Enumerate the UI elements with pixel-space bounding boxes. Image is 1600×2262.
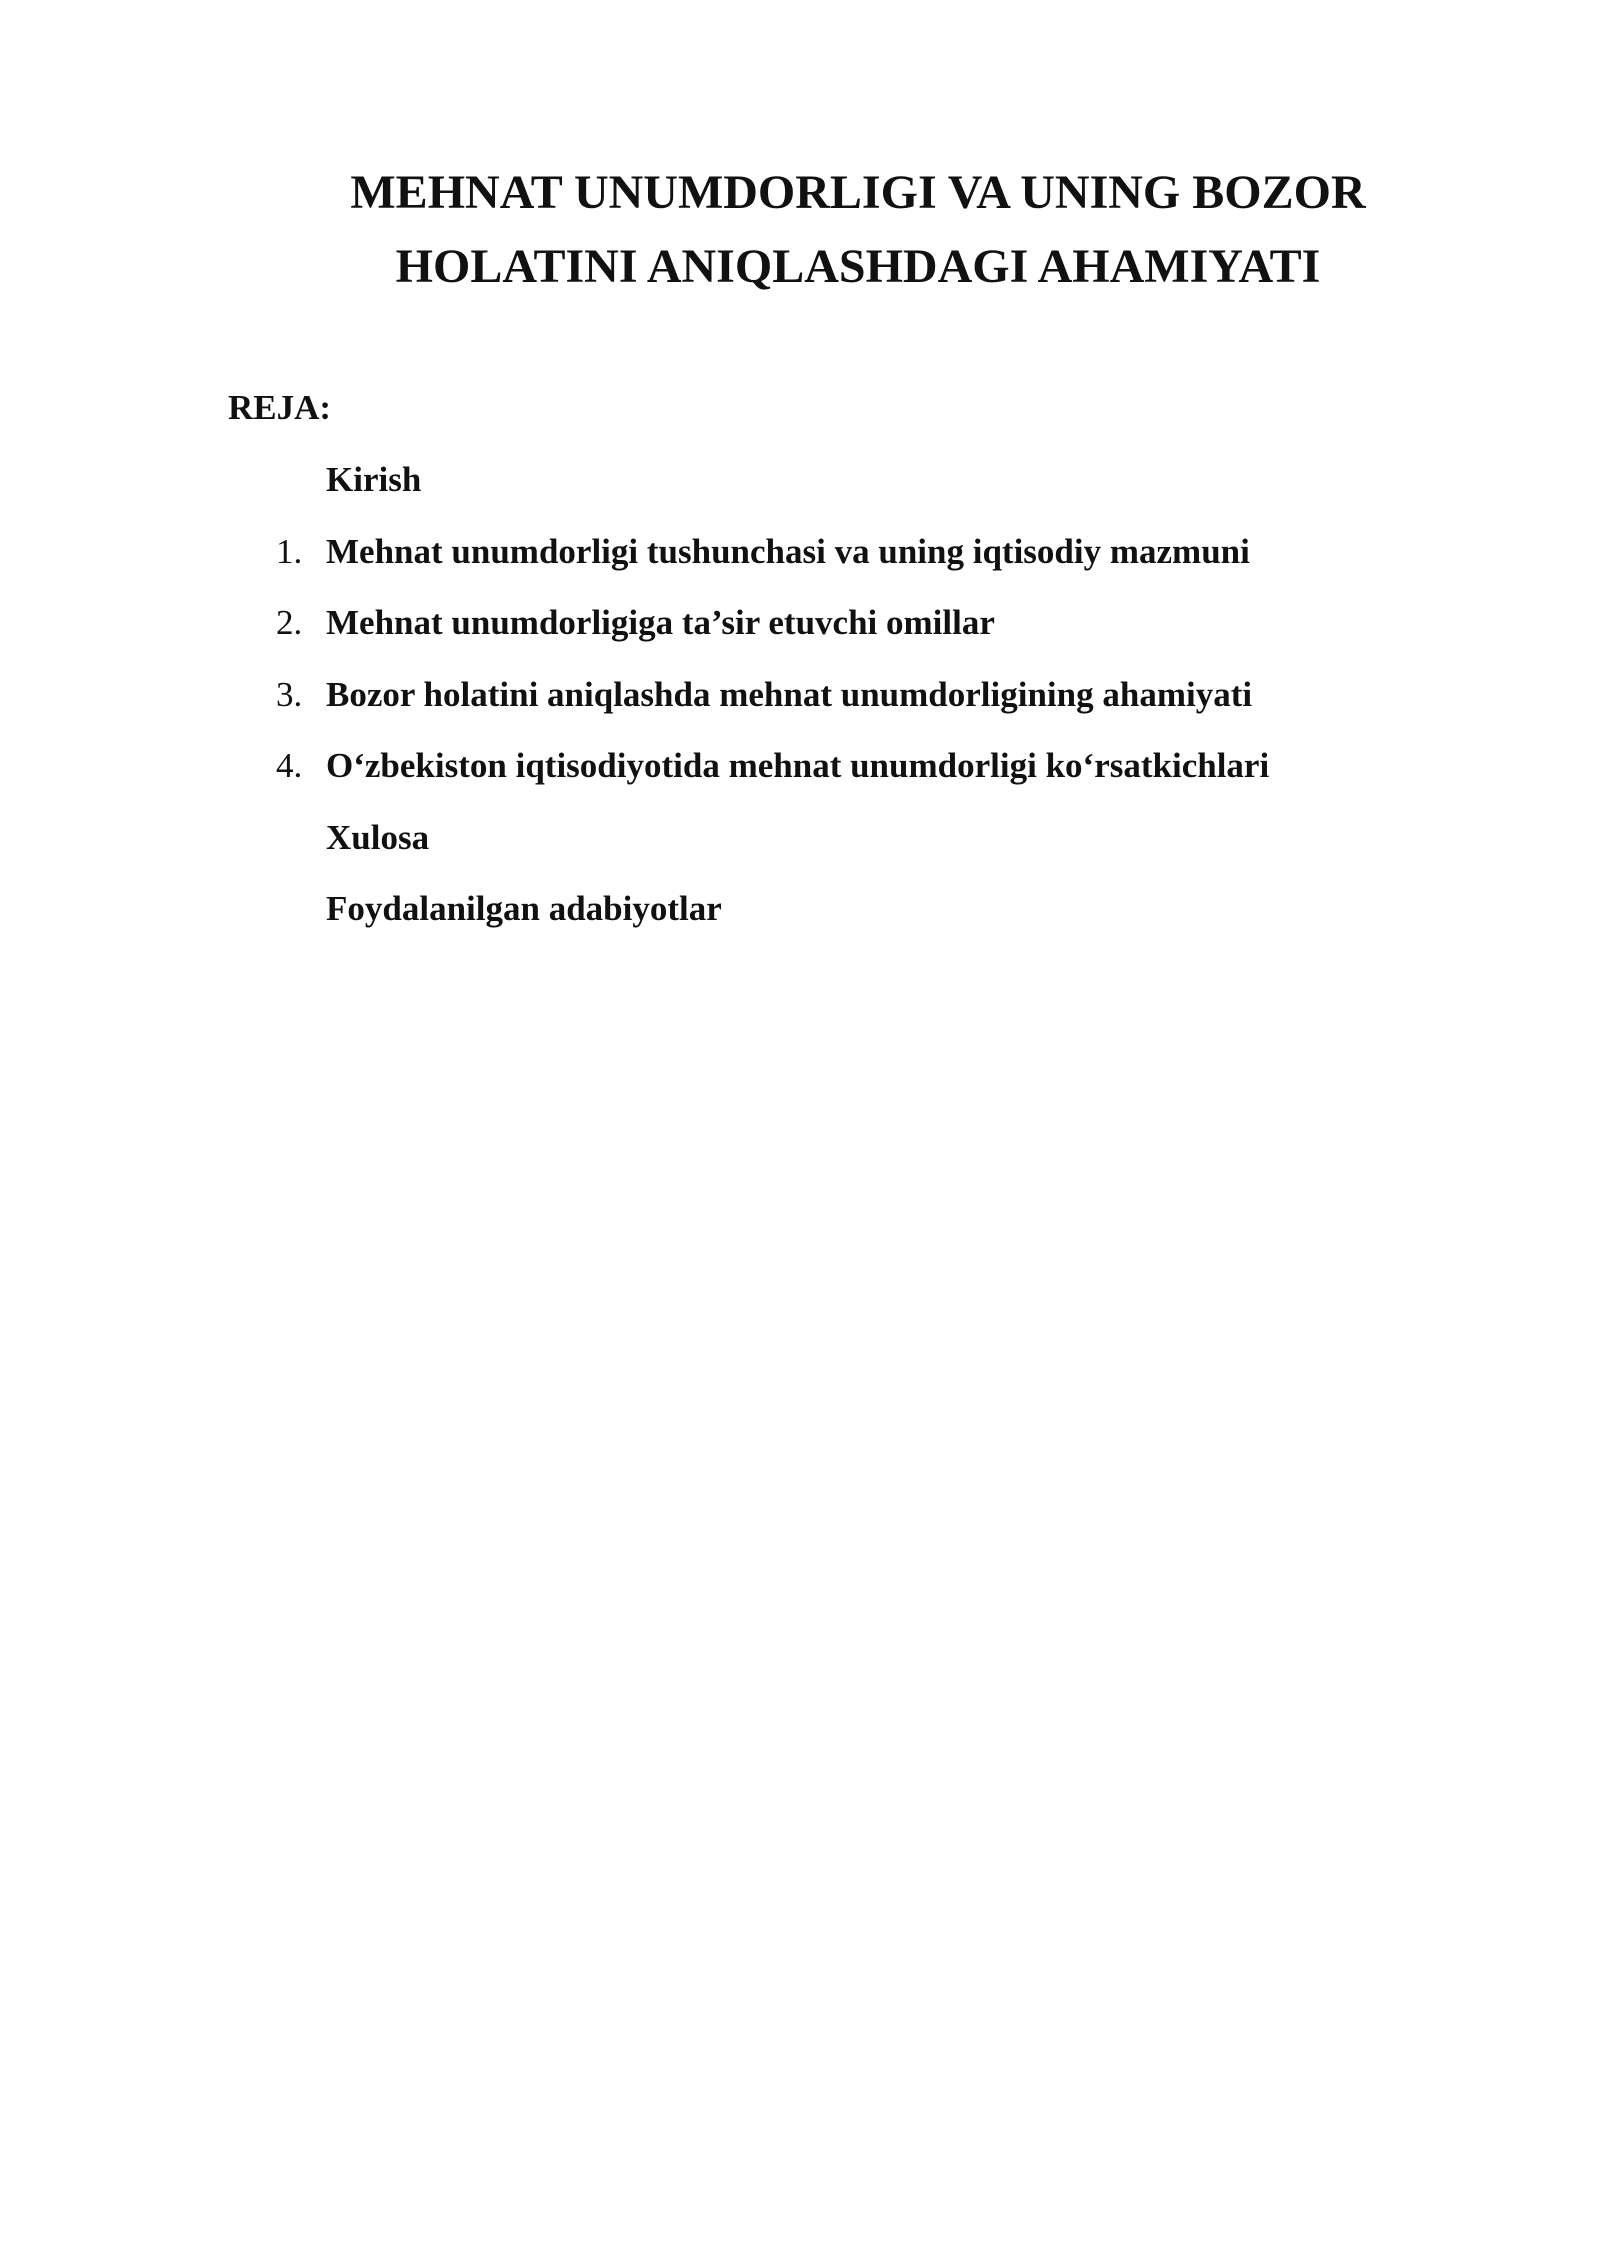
- plan-item-number: 4.: [276, 746, 303, 785]
- plan-item-label: Mehnat unumdorligi tushunchasi va uning iqtisodiy mazmuni: [326, 531, 1250, 571]
- plan-item-conclusion: [0, 816, 1600, 888]
- plan-item-introduction: [0, 458, 1600, 530]
- plan-heading: REJA:: [228, 388, 332, 427]
- document-title: [228, 156, 1488, 304]
- plan-item-4: [0, 744, 1600, 816]
- plan-item-1: [0, 530, 1600, 602]
- plan-item-number: 2.: [276, 603, 303, 642]
- title-line-2: HOLATINI ANIQLASHDAGI AHAMIYATI: [395, 240, 1321, 293]
- plan-item-label: Kirish: [326, 460, 422, 499]
- plan-item-number: 1.: [276, 531, 303, 571]
- plan-item-label: Foydalanilgan adabiyotlar: [326, 889, 722, 928]
- plan-item-3: [0, 673, 1600, 745]
- plan-item-label: O‘zbekiston iqtisodiyotida mehnat unumdorligi ko‘rsatkichlari: [326, 746, 1270, 785]
- plan-list: [0, 458, 1600, 959]
- title-line-1: MEHNAT UNUMDORLIGI VA UNING BOZOR: [350, 166, 1366, 219]
- plan-item-label: Bozor holatini aniqlashda mehnat unumdorligining ahamiyati: [326, 674, 1253, 714]
- plan-item-2: [0, 601, 1600, 673]
- plan-item-references: [0, 887, 1600, 959]
- plan-item-number: 3.: [276, 674, 303, 714]
- plan-item-label: Mehnat unumdorligiga ta’sir etuvchi omillar: [326, 603, 995, 642]
- plan-item-label: Xulosa: [326, 817, 430, 857]
